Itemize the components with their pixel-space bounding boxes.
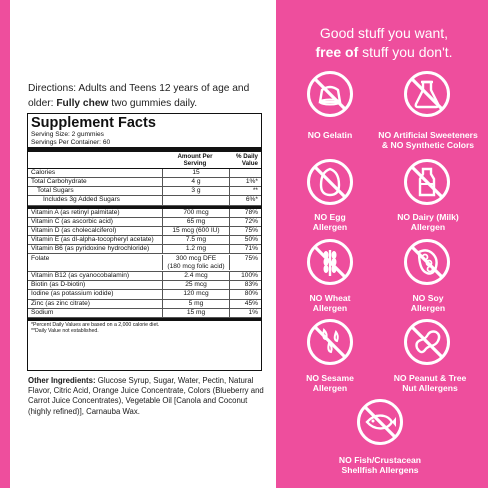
badge-soy-label: NO Soy Allergen	[410, 293, 446, 313]
facts-row	[28, 245, 261, 254]
peanut-icon	[403, 318, 451, 366]
headline-line1: Good stuff you want,	[319, 25, 449, 41]
col-dv-header: % Daily Value	[235, 153, 258, 168]
nutrient-name: Vitamin B12 (as cyanocobalamin)	[31, 272, 130, 280]
facts-row	[28, 169, 261, 178]
soy-icon	[403, 238, 451, 286]
nutrient-name: Vitamin D (as cholecalciferol)	[31, 226, 117, 234]
nutrient-dv: 6%*	[229, 196, 258, 204]
nutrient-amount: 5 mg	[162, 300, 229, 308]
nutrient-dv: 80%	[229, 290, 258, 298]
facts-row	[28, 187, 261, 196]
nutrient-amount	[162, 255, 229, 270]
nutrient-dv: 100%	[229, 272, 258, 280]
nutrient-dv: 71%	[229, 245, 258, 253]
headline-bold: free of	[315, 44, 359, 60]
directions-label: Directions:	[28, 83, 77, 94]
nutrient-amount: 65 mg	[162, 218, 229, 226]
artificial-sweetener-icon	[403, 70, 451, 118]
nutrient-amount: 700 mcg	[162, 209, 229, 217]
nutrient-amount: 25 mcg	[162, 281, 229, 289]
nutrient-dv: **	[229, 187, 258, 195]
facts-footnotes	[28, 321, 261, 335]
directions-text	[28, 81, 266, 111]
servings-per-container: Servings Per Container: 60	[31, 138, 111, 146]
footnote-dv: *Percent Daily Values are based on a 2,000 calorie diet.	[31, 321, 160, 328]
nutrient-dv: 72%	[229, 218, 258, 226]
gelatin-icon	[306, 70, 354, 118]
facts-row	[28, 227, 261, 236]
facts-row	[28, 309, 261, 318]
nutrient-dv: 75%	[229, 255, 258, 270]
badge-fish-label: NO Fish/Crustacean Shellfish Allergens	[338, 455, 422, 475]
badge-egg-label: NO Egg Allergen	[312, 212, 348, 232]
nutrient-name: Sodium	[31, 308, 54, 316]
nutrient-amount: 3 g	[162, 187, 229, 195]
badge-artificial-label: NO Artificial Sweeteners & NO Synthetic Colors	[378, 130, 478, 150]
facts-header-row	[28, 152, 261, 169]
facts-row	[28, 178, 261, 187]
badge-wheat-label: NO Wheat Allergen	[309, 293, 351, 313]
other-ingredients	[28, 376, 266, 417]
directions-text-a: Adults and Teens 12 years of age and older:	[28, 83, 250, 109]
wheat-icon	[306, 238, 354, 286]
nutrient-dv: 50%	[229, 236, 258, 244]
nutrient-dv: 78%	[229, 209, 258, 217]
nutrient-amount: 1.2 mg	[162, 245, 229, 253]
nutrient-name: Includes 3g Added Sugars	[43, 196, 120, 204]
facts-row	[28, 209, 261, 218]
directions-bold: Fully chew	[56, 98, 109, 109]
nutrient-amount	[162, 196, 229, 204]
milk-icon	[403, 158, 451, 206]
folate-amount: 300 mcg DFE	[175, 255, 217, 263]
facts-row	[28, 281, 261, 290]
headline-line2	[286, 43, 482, 62]
nutrient-amount: 15 mg	[162, 309, 229, 317]
nutrient-amount: 7.5 mg	[162, 236, 229, 244]
badge-dairy-label: NO Dairy (Milk) Allergen	[397, 212, 459, 232]
ingredients-text: Glucose Syrup, Sugar, Water, Pectin, Natural Flavor, Citric Acid, Orange Juice Concentrate, Colors (Blueberry and Carrot Juice Concentrates), Vegetable Oil [Canola and Coconut (highly refined)], Carnauba Wax.	[28, 376, 264, 416]
ingredients-label: Other Ingredients:	[28, 376, 96, 385]
nutrient-name: Vitamin E (as dl-alpha-tocopheryl acetate)	[31, 235, 154, 243]
nutrient-name: Zinc (as zinc citrate)	[31, 299, 90, 307]
facts-title: Supplement Facts	[31, 115, 156, 131]
supplement-facts-panel	[27, 113, 262, 371]
facts-row	[28, 218, 261, 227]
nutrient-name: Calories	[31, 169, 56, 177]
badge-peanut-label: NO Peanut & Tree Nut Allergens	[393, 373, 467, 393]
nutrient-amount: 4 g	[162, 178, 229, 186]
nutrient-amount: 120 mcg	[162, 290, 229, 298]
nutrient-dv	[229, 169, 258, 177]
directions-text-b: two gummies daily.	[108, 98, 198, 109]
nutrient-name: Folate	[31, 255, 50, 263]
nutrient-dv: 1%	[229, 309, 258, 317]
nutrient-amount: 15	[162, 169, 229, 177]
facts-row	[28, 236, 261, 245]
col-amount-header: Amount Per Serving	[177, 153, 213, 168]
facts-row	[28, 196, 261, 205]
facts-row	[28, 290, 261, 299]
facts-row	[28, 254, 261, 272]
nutrient-name: Total Sugars	[37, 187, 74, 195]
nutrient-name: Vitamin C (as ascorbic acid)	[31, 217, 113, 225]
left-pink-stripe	[0, 0, 10, 488]
badge-gelatin-label: NO Gelatin	[307, 130, 353, 140]
sesame-icon	[306, 318, 354, 366]
headline-rest: stuff you don't.	[358, 44, 453, 60]
facts-row	[28, 272, 261, 281]
nutrient-name: Biotin (as D-biotin)	[31, 281, 86, 289]
nutrient-name: Total Carbohydrate	[31, 178, 87, 186]
benefits-headline	[286, 24, 482, 62]
nutrient-name: Vitamin A (as retinyl palmitate)	[31, 208, 120, 216]
nutrient-amount: 15 mcg (600 IU)	[162, 227, 229, 235]
serving-size: Serving Size: 2 gummies	[31, 131, 104, 138]
badge-sesame-label: NO Sesame Allergen	[306, 373, 354, 393]
folate-amount-detail: (180 mcg folic acid)	[167, 262, 225, 270]
nutrient-dv: 83%	[229, 281, 258, 289]
nutrient-amount: 2.4 mcg	[162, 272, 229, 280]
facts-row	[28, 300, 261, 309]
fish-icon	[356, 398, 404, 446]
nutrient-dv: 45%	[229, 300, 258, 308]
footnote-not-established: **Daily Value not established.	[31, 327, 99, 334]
egg-icon	[306, 158, 354, 206]
nutrient-dv: 75%	[229, 227, 258, 235]
nutrient-name: Iodine (as potassium iodide)	[31, 290, 114, 298]
nutrient-name: Vitamin B6 (as pyridoxine hydrochloride)	[31, 244, 150, 252]
nutrient-dv: 1%*	[229, 178, 258, 186]
